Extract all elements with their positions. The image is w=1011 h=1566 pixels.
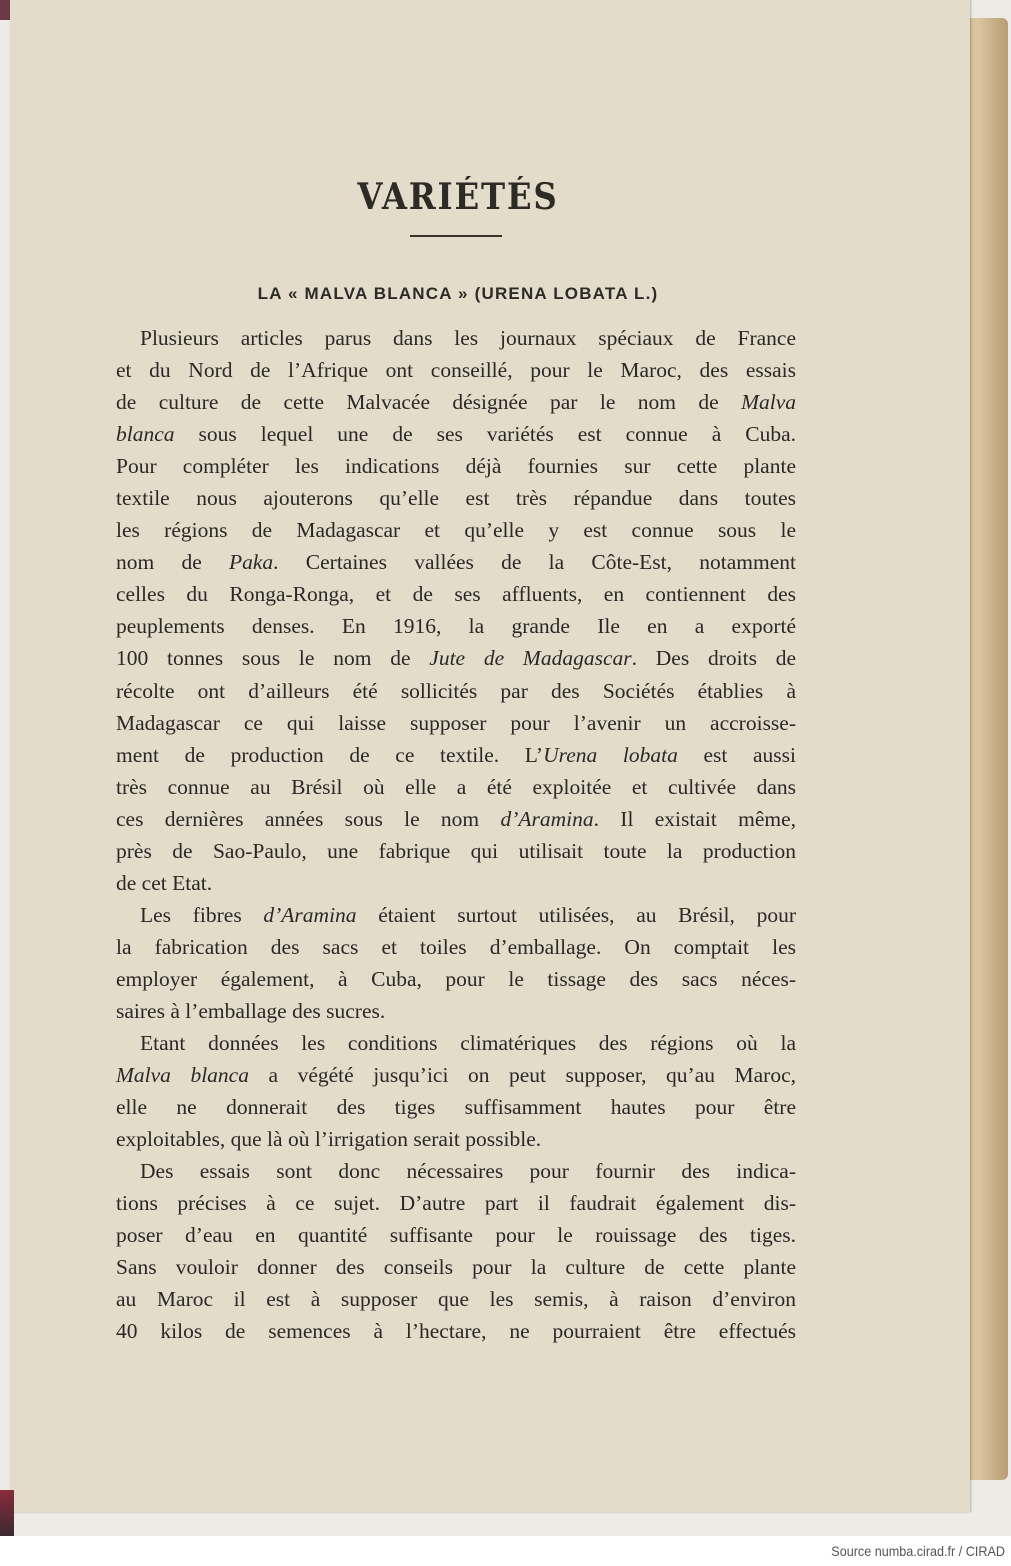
text-segment: 100 tonnes sous le nom de	[116, 646, 430, 671]
text-segment: peuplements denses. En 1916, la grande Ile en a exporté	[116, 614, 796, 639]
italic-text: d’Aramina	[263, 902, 357, 927]
text-segment: la fabrication des sacs et toiles d’emballage. On comptait les	[116, 934, 796, 959]
text-segment: Sans vouloir donner des conseils pour la culture de cette plante	[116, 1255, 796, 1280]
text-segment: et du Nord de l’Afrique ont conseillé, pour le Maroc, des essais	[116, 358, 796, 383]
text-segment: Etant données les conditions climatériques des régions où la	[140, 1031, 796, 1056]
text-line	[116, 418, 796, 450]
italic-text: Urena lobata	[543, 742, 678, 767]
text-line	[116, 675, 796, 707]
text-segment: celles du Ronga-Ronga, et de ses affluents, en contiennent des	[116, 582, 796, 607]
text-line	[116, 514, 796, 546]
source-credit: Source numba.cirad.fr / CIRAD	[831, 1543, 1005, 1559]
text-segment: étaient surtout utilisées, au Brésil, pour	[356, 902, 797, 927]
italic-text: Jute de Madagascar	[429, 646, 632, 671]
text-segment: elle ne donnerait des tiges suffisamment hautes pour être	[116, 1095, 796, 1120]
text-line	[116, 1059, 796, 1091]
text-line	[116, 546, 796, 578]
binding-cover	[0, 1490, 14, 1536]
text-segment: saires à l’emballage des sucres.	[116, 998, 386, 1023]
page-title: VARIÉTÉS	[357, 176, 559, 218]
text-line	[116, 482, 796, 514]
text-line	[116, 578, 796, 610]
italic-text: Malva blanca	[116, 1063, 249, 1088]
title-rule	[410, 235, 502, 237]
text-line	[116, 899, 796, 931]
text-segment: très connue au Brésil où elle a été exploitée et cultivée dans	[116, 774, 796, 799]
text-segment: Madagascar ce qui laisse supposer pour l’avenir un accroisse-	[116, 710, 796, 735]
text-line	[116, 803, 796, 835]
text-segment: Des essais sont donc nécessaires pour fournir des indica-	[140, 1159, 796, 1184]
text-line	[116, 931, 796, 963]
italic-text: blanca	[116, 422, 175, 447]
text-segment: . Certaines vallées de la Côte-Est, notamment	[273, 550, 796, 575]
text-line	[116, 1315, 796, 1347]
text-line	[116, 707, 796, 739]
text-segment: sous lequel une de ses variétés est connue à Cuba.	[174, 422, 796, 447]
text-segment: ment de production de ce textile. L’	[116, 742, 544, 767]
text-segment: Pour compléter les indications déjà fournies sur cette plante	[116, 454, 796, 479]
text-line	[116, 1219, 796, 1251]
text-segment: près de Sao-Paulo, une fabrique qui utilisait toute la production	[116, 838, 796, 863]
text-line	[116, 995, 796, 1027]
text-segment: nom de	[116, 550, 229, 575]
text-segment: poser d’eau en quantité suffisante pour le rouissage des tiges.	[116, 1223, 796, 1248]
text-line	[116, 386, 796, 418]
book-page	[10, 0, 970, 1512]
text-segment: . Il existait même,	[593, 806, 797, 831]
text-line	[116, 1091, 796, 1123]
text-line	[116, 835, 796, 867]
text-segment: a végété jusqu’ici on peut supposer, qu’au Maroc,	[248, 1063, 796, 1088]
text-segment: les régions de Madagascar et qu’elle y est connue sous le	[116, 518, 796, 543]
text-line	[116, 867, 796, 899]
text-segment: employer également, à Cuba, pour le tissage des sacs néces-	[116, 966, 796, 991]
text-line	[116, 1283, 796, 1315]
text-segment: récolte ont d’ailleurs été sollicités par des Sociétés établies à	[116, 678, 796, 703]
text-line	[116, 1251, 796, 1283]
text-line	[116, 1123, 796, 1155]
italic-text: Malva	[741, 390, 796, 415]
text-segment: ces dernières années sous le nom	[116, 806, 501, 831]
text-line	[116, 610, 796, 642]
text-segment: 40 kilos de semences à l’hectare, ne pourraient être effectués	[116, 1319, 796, 1344]
article-body	[116, 322, 796, 1348]
text-segment: tions précises à ce sujet. D’autre part il faudrait également dis-	[116, 1191, 796, 1216]
article-heading: LA « MALVA BLANCA » (URENA LOBATA L.)	[257, 284, 659, 303]
text-line	[116, 642, 796, 674]
text-line	[116, 1187, 796, 1219]
text-segment: de cet Etat.	[116, 870, 213, 895]
text-segment: . Des droits de	[631, 646, 796, 671]
text-line	[116, 1027, 796, 1059]
text-line	[116, 1155, 796, 1187]
text-segment: textile nous ajouterons qu’elle est très répandue dans toutes	[116, 486, 796, 511]
text-line	[116, 322, 796, 354]
text-segment: est aussi	[677, 742, 796, 767]
italic-text: Paka	[228, 550, 274, 575]
text-segment: au Maroc il est à supposer que les semis, à raison d’environ	[116, 1287, 796, 1312]
text-line	[116, 354, 796, 386]
text-segment: Plusieurs articles parus dans les journaux spéciaux de France	[140, 326, 796, 350]
text-segment: Les fibres	[140, 902, 264, 927]
text-line	[116, 450, 796, 482]
text-segment: de culture de cette Malvacée désignée par le nom de	[116, 390, 742, 415]
text-line	[116, 771, 796, 803]
italic-text: d’Aramina	[500, 806, 594, 831]
text-segment: exploitables, que là où l’irrigation serait possible.	[116, 1127, 542, 1152]
text-line	[116, 739, 796, 771]
text-line	[116, 963, 796, 995]
